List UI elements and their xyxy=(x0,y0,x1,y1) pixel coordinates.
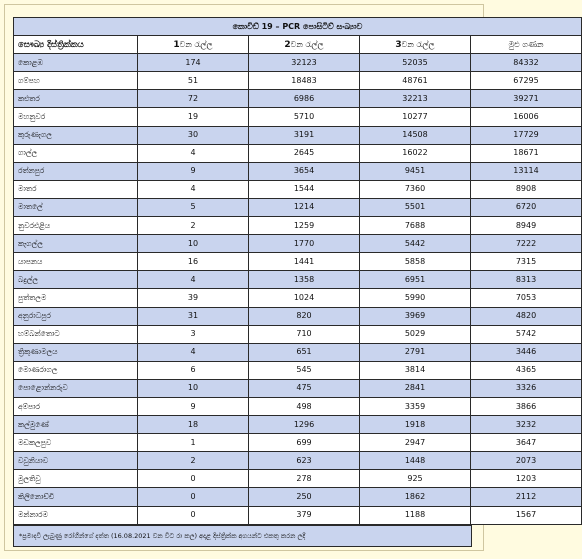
table-row xyxy=(14,397,582,415)
wave-3-cell: 3814 xyxy=(360,361,471,379)
wave-3-cell: 1918 xyxy=(360,416,471,434)
table-row xyxy=(14,325,582,343)
table-row xyxy=(14,108,582,126)
table-row xyxy=(14,126,582,144)
district-cell: මඩකලපුව xyxy=(14,434,138,452)
header-wave-1-label: වන රැල්ල xyxy=(179,39,213,49)
wave-1-cell: 1 xyxy=(138,434,249,452)
wave-3-cell: 1188 xyxy=(360,506,471,524)
total-cell: 2112 xyxy=(471,488,582,506)
wave-2-cell: 3654 xyxy=(249,162,360,180)
district-cell: මන්නාරම xyxy=(14,506,138,524)
district-cell: මාතර xyxy=(14,180,138,198)
district-cell: කුරුණෑගල xyxy=(14,126,138,144)
footnote: *ප්‍රමාදවී ලැබුණු රෝගීන්ගේ දත්ත (16.08.2021 වන විට රා කල) අදාළ දිස්ත්‍රික්ක අගයන්ට එකතු කරන ලදී xyxy=(13,525,472,547)
total-cell: 6720 xyxy=(471,198,582,216)
wave-2-cell: 475 xyxy=(249,379,360,397)
wave-3-cell: 5029 xyxy=(360,325,471,343)
wave-1-cell: 4 xyxy=(138,144,249,162)
wave-2-cell: 6986 xyxy=(249,90,360,108)
wave-1-cell: 2 xyxy=(138,217,249,235)
wave-1-cell: 16 xyxy=(138,253,249,271)
district-cell: ත්‍රිකුණාමලය xyxy=(14,343,138,361)
header-district: සෞඛ්‍ය දිස්ත්‍රික්කය xyxy=(14,36,138,54)
total-cell: 4365 xyxy=(471,361,582,379)
wave-3-cell: 2947 xyxy=(360,434,471,452)
district-cell: වවුනියාව xyxy=(14,452,138,470)
header-wave-1 xyxy=(138,36,249,54)
table-row xyxy=(14,217,582,235)
wave-1-cell: 10 xyxy=(138,235,249,253)
table-title-row xyxy=(14,18,582,36)
total-cell: 3647 xyxy=(471,434,582,452)
district-cell: පොළොන්නරුව xyxy=(14,379,138,397)
district-cell: කිලිනොච්චි xyxy=(14,488,138,506)
wave-3-cell: 3359 xyxy=(360,397,471,415)
wave-2-cell: 1358 xyxy=(249,271,360,289)
wave-2-cell: 699 xyxy=(249,434,360,452)
total-cell: 3446 xyxy=(471,343,582,361)
district-cell: ගාල්ල xyxy=(14,144,138,162)
table-row xyxy=(14,452,582,470)
header-wave-3-number: 3 xyxy=(395,39,402,50)
wave-2-cell: 1214 xyxy=(249,198,360,216)
district-cell: කෑගල්ල xyxy=(14,235,138,253)
total-cell: 2073 xyxy=(471,452,582,470)
wave-1-cell: 39 xyxy=(138,289,249,307)
wave-3-cell: 7360 xyxy=(360,180,471,198)
table-row xyxy=(14,289,582,307)
district-cell: අම්පාර xyxy=(14,397,138,415)
total-cell: 18671 xyxy=(471,144,582,162)
district-cell: රත්නපුර xyxy=(14,162,138,180)
total-cell: 8949 xyxy=(471,217,582,235)
header-wave-1-number: 1 xyxy=(173,39,180,50)
wave-1-cell: 2 xyxy=(138,452,249,470)
wave-1-cell: 0 xyxy=(138,488,249,506)
wave-1-cell: 4 xyxy=(138,180,249,198)
wave-3-cell: 1862 xyxy=(360,488,471,506)
table-header-row xyxy=(14,36,582,54)
table-row xyxy=(14,506,582,524)
table-row xyxy=(14,144,582,162)
table-row xyxy=(14,72,582,90)
total-cell: 7315 xyxy=(471,253,582,271)
header-wave-2-label: වන රැල්ල xyxy=(290,39,324,49)
table-row xyxy=(14,253,582,271)
wave-3-cell: 3969 xyxy=(360,307,471,325)
wave-3-cell: 14508 xyxy=(360,126,471,144)
wave-2-cell: 1770 xyxy=(249,235,360,253)
wave-3-cell: 2791 xyxy=(360,343,471,361)
wave-1-cell: 3 xyxy=(138,325,249,343)
wave-1-cell: 9 xyxy=(138,397,249,415)
table-row xyxy=(14,198,582,216)
wave-1-cell: 0 xyxy=(138,506,249,524)
table-row xyxy=(14,434,582,452)
district-cell: නුවරඑළිය xyxy=(14,217,138,235)
wave-3-cell: 7688 xyxy=(360,217,471,235)
header-wave-3 xyxy=(360,36,471,54)
total-cell: 1203 xyxy=(471,470,582,488)
wave-1-cell: 51 xyxy=(138,72,249,90)
table-row xyxy=(14,180,582,198)
wave-1-cell: 0 xyxy=(138,470,249,488)
district-cell: මාතලේ xyxy=(14,198,138,216)
total-cell: 5742 xyxy=(471,325,582,343)
wave-1-cell: 19 xyxy=(138,108,249,126)
total-cell: 8313 xyxy=(471,271,582,289)
total-cell: 1567 xyxy=(471,506,582,524)
wave-3-cell: 16022 xyxy=(360,144,471,162)
header-wave-2-number: 2 xyxy=(284,39,291,50)
positive-cases-table xyxy=(13,17,582,525)
district-cell: අනුරාධපුර xyxy=(14,307,138,325)
wave-1-cell: 6 xyxy=(138,361,249,379)
table-row xyxy=(14,90,582,108)
district-cell: මොණරාගල xyxy=(14,361,138,379)
total-cell: 17729 xyxy=(471,126,582,144)
wave-3-cell: 10277 xyxy=(360,108,471,126)
wave-3-cell: 5990 xyxy=(360,289,471,307)
wave-3-cell: 5858 xyxy=(360,253,471,271)
wave-2-cell: 1544 xyxy=(249,180,360,198)
table-row xyxy=(14,271,582,289)
total-cell: 4820 xyxy=(471,307,582,325)
wave-2-cell: 18483 xyxy=(249,72,360,90)
table-row xyxy=(14,54,582,72)
wave-1-cell: 5 xyxy=(138,198,249,216)
wave-3-cell: 2841 xyxy=(360,379,471,397)
wave-3-cell: 32213 xyxy=(360,90,471,108)
table-row xyxy=(14,235,582,253)
wave-2-cell: 250 xyxy=(249,488,360,506)
total-cell: 3326 xyxy=(471,379,582,397)
wave-2-cell: 5710 xyxy=(249,108,360,126)
wave-2-cell: 1024 xyxy=(249,289,360,307)
table-row xyxy=(14,361,582,379)
wave-1-cell: 9 xyxy=(138,162,249,180)
wave-2-cell: 2645 xyxy=(249,144,360,162)
header-wave-3-label: වන රැල්ල xyxy=(401,39,435,49)
total-cell: 3866 xyxy=(471,397,582,415)
wave-1-cell: 10 xyxy=(138,379,249,397)
wave-2-cell: 498 xyxy=(249,397,360,415)
wave-2-cell: 623 xyxy=(249,452,360,470)
wave-3-cell: 9451 xyxy=(360,162,471,180)
total-cell: 7222 xyxy=(471,235,582,253)
table-row xyxy=(14,343,582,361)
wave-2-cell: 820 xyxy=(249,307,360,325)
total-cell: 84332 xyxy=(471,54,582,72)
wave-1-cell: 31 xyxy=(138,307,249,325)
wave-3-cell: 48761 xyxy=(360,72,471,90)
district-cell: කොළඹ xyxy=(14,54,138,72)
table-title: කොවිඩ් 19 – PCR පොසිටිව් සංඛ්‍යාව xyxy=(14,18,582,36)
wave-1-cell: 18 xyxy=(138,416,249,434)
total-cell: 13114 xyxy=(471,162,582,180)
wave-2-cell: 1441 xyxy=(249,253,360,271)
table-body xyxy=(14,54,582,524)
wave-1-cell: 4 xyxy=(138,343,249,361)
wave-1-cell: 4 xyxy=(138,271,249,289)
total-cell: 39271 xyxy=(471,90,582,108)
header-total: මුළු ගණන xyxy=(471,36,582,54)
wave-3-cell: 6951 xyxy=(360,271,471,289)
district-cell: කල්මුණේ xyxy=(14,416,138,434)
table-row xyxy=(14,488,582,506)
wave-2-cell: 651 xyxy=(249,343,360,361)
wave-3-cell: 5501 xyxy=(360,198,471,216)
wave-3-cell: 1448 xyxy=(360,452,471,470)
page-frame xyxy=(4,4,544,551)
district-cell: මුලතිවු xyxy=(14,470,138,488)
table-row xyxy=(14,379,582,397)
district-cell: යාපනය xyxy=(14,253,138,271)
district-cell: හම්බන්තොට xyxy=(14,325,138,343)
wave-1-cell: 30 xyxy=(138,126,249,144)
wave-2-cell: 32123 xyxy=(249,54,360,72)
district-cell: ගම්පහ xyxy=(14,72,138,90)
wave-2-cell: 710 xyxy=(249,325,360,343)
table-row xyxy=(14,416,582,434)
total-cell: 3232 xyxy=(471,416,582,434)
district-cell: කළුතර xyxy=(14,90,138,108)
wave-2-cell: 379 xyxy=(249,506,360,524)
table-row xyxy=(14,162,582,180)
total-cell: 67295 xyxy=(471,72,582,90)
district-cell: පුත්තලම xyxy=(14,289,138,307)
district-cell: මහනුවර xyxy=(14,108,138,126)
wave-2-cell: 278 xyxy=(249,470,360,488)
wave-1-cell: 72 xyxy=(138,90,249,108)
wave-2-cell: 1296 xyxy=(249,416,360,434)
table-row xyxy=(14,307,582,325)
wave-1-cell: 174 xyxy=(138,54,249,72)
wave-2-cell: 1259 xyxy=(249,217,360,235)
wave-3-cell: 5442 xyxy=(360,235,471,253)
district-cell: බදුල්ල xyxy=(14,271,138,289)
wave-2-cell: 545 xyxy=(249,361,360,379)
total-cell: 16006 xyxy=(471,108,582,126)
wave-3-cell: 925 xyxy=(360,470,471,488)
total-cell: 7053 xyxy=(471,289,582,307)
wave-2-cell: 3191 xyxy=(249,126,360,144)
header-wave-2 xyxy=(249,36,360,54)
wave-3-cell: 52035 xyxy=(360,54,471,72)
total-cell: 8908 xyxy=(471,180,582,198)
table-row xyxy=(14,470,582,488)
